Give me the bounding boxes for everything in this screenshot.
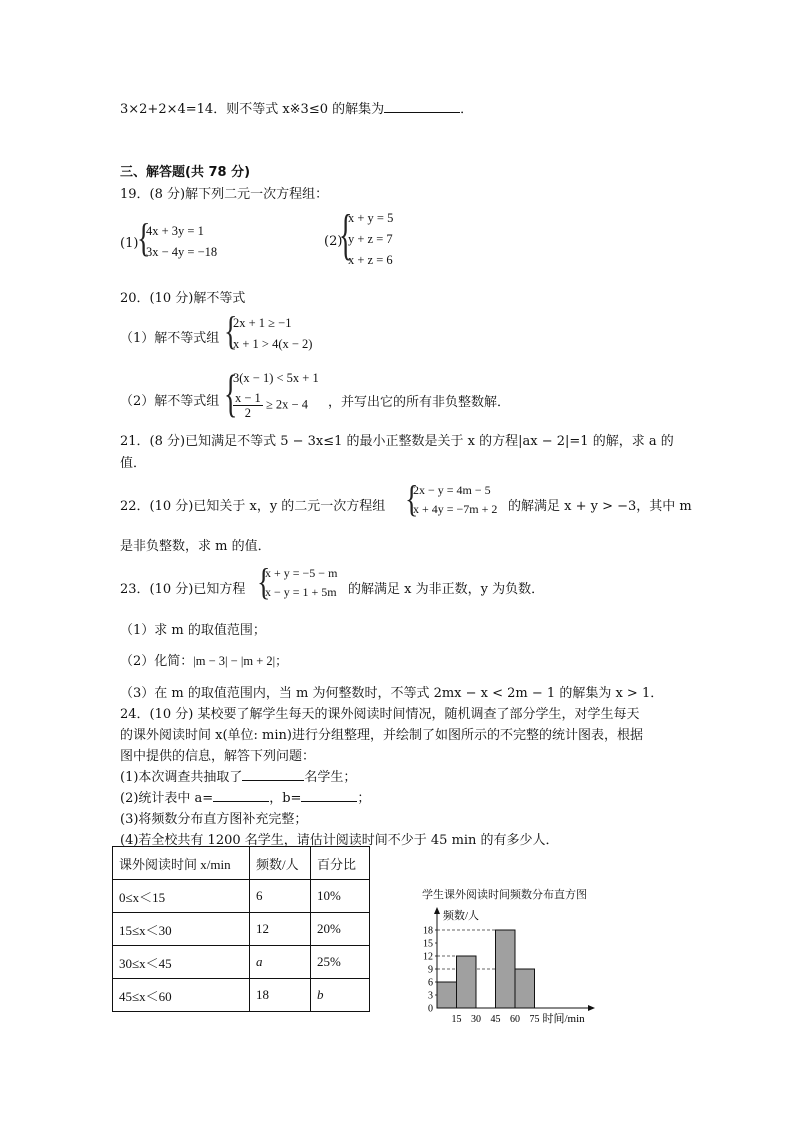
- histogram-bar: [496, 930, 516, 1008]
- q20-p2-system: 3(x − 1) < 5x + 1 $\frac{x - 1}{2}$ ≥ 2x − 4: [233, 371, 319, 420]
- x-tick-label: 15: [451, 1014, 462, 1025]
- y-tick-label: 3: [428, 990, 433, 1002]
- table-row: [113, 913, 370, 946]
- section-title: 三、解答题(共 78 分): [120, 165, 251, 180]
- table-header: 频数/人: [250, 847, 311, 880]
- x-axis-arrow-icon: [588, 1005, 595, 1011]
- q24-s3: (3)将频数分布直方图补充完整；: [120, 812, 308, 827]
- brace-icon: {: [224, 309, 238, 354]
- table-cell: b: [311, 979, 370, 1012]
- table-header: 百分比: [311, 847, 370, 880]
- x-axis-label: 时间/min: [542, 1013, 585, 1025]
- answer-blank[interactable]: [213, 789, 269, 802]
- y-tick-label: 15: [423, 938, 433, 950]
- x-tick-label: 30: [471, 1014, 481, 1025]
- brace-icon: {: [137, 216, 151, 261]
- histogram-bar: [457, 956, 477, 1008]
- q24-s2: (2)统计表中 a= ，b= ；: [120, 791, 371, 806]
- brace-icon: {: [257, 562, 271, 604]
- table-cell: 12: [250, 913, 311, 946]
- brace-icon: {: [339, 205, 353, 267]
- table-header: 课外阅读时间 x/min: [113, 847, 250, 880]
- q20-p1-label: （1）解不等式组: [120, 331, 220, 346]
- table-cell: 20%: [311, 913, 370, 946]
- brace-icon: {: [224, 366, 238, 424]
- x-tick-label: 60: [510, 1014, 520, 1025]
- answer-blank[interactable]: [384, 100, 460, 113]
- table-row: [113, 880, 370, 913]
- table-cell: 25%: [311, 946, 370, 979]
- y-tick-label: 12: [423, 951, 433, 963]
- q22-line2: 是非负整数，求 m 的值．: [120, 539, 271, 554]
- q24-line3: 图中提供的信息，解答下列问题：: [120, 749, 316, 764]
- table-cell: 18: [250, 979, 311, 1012]
- histogram: [420, 905, 620, 1030]
- q24-s1: (1)本次调查共抽取了 名学生；: [120, 770, 357, 785]
- q20-p2-label: （2）解不等式组: [120, 394, 220, 409]
- frequency-table: [112, 846, 370, 1012]
- q22-pre: 22．(10 分)已知关于 x，y 的二元一次方程组: [120, 499, 386, 514]
- table-cell: 0≤x＜15: [113, 880, 250, 913]
- q20-p1-system: 2x + 1 ≥ −1 x + 1 > 4(x − 2): [233, 316, 313, 351]
- table-cell: 10%: [311, 880, 370, 913]
- y-tick-label: 9: [428, 964, 433, 976]
- y-tick-label: 0: [428, 1003, 433, 1015]
- table-header-row: [113, 847, 370, 880]
- histogram-bar: [437, 982, 457, 1008]
- fraction: $\frac{x - 1}{2}$: [235, 391, 261, 420]
- answer-blank[interactable]: [301, 789, 357, 802]
- x-tick-label: 75: [529, 1014, 540, 1025]
- q23-post: 的解满足 x 为非正数，y 为负数．: [348, 582, 545, 597]
- table-cell: 45≤x＜60: [113, 979, 250, 1012]
- q24-s4: (4)若全校共有 1200 名学生，请估计阅读时间不少于 45 min 的有多少人．: [120, 833, 559, 848]
- line-top-text: 3×2+2×4=14．则不等式 x※3≤0 的解集为: [120, 102, 385, 117]
- q22-system: 2x − y = 4m − 5 x + 4y = −7m + 2: [413, 483, 498, 516]
- q20-p2-tail: ，并写出它的所有非负整数解．: [328, 395, 511, 410]
- q23-pre: 23．(10 分)已知方程: [120, 582, 246, 597]
- table-cell: 30≤x＜45: [113, 946, 250, 979]
- q20-stem: 20．(10 分)解不等式: [120, 291, 246, 306]
- q19-p2-label: (2): [324, 234, 343, 249]
- q19-p1-label: (1): [120, 236, 139, 251]
- answer-blank[interactable]: [242, 768, 304, 781]
- q24-line2: 的课外阅读时间 x(单位: min)进行分组整理，并绘制了如图所示的不完整的统计图表，根据: [120, 728, 643, 743]
- chart-title: 学生课外阅读时间频数分布直方图: [422, 888, 587, 901]
- q21-line2: 值．: [120, 456, 147, 471]
- q23-system: x + y = −5 − m x − y = 1 + 5m: [265, 566, 338, 599]
- line-top: 3×2+2×4=14．则不等式 x※3≤0 的解集为 ．: [120, 102, 474, 117]
- table-row: [113, 946, 370, 979]
- x-tick-label: 45: [490, 1014, 501, 1025]
- y-tick-label: 6: [428, 977, 433, 989]
- y-tick-label: 18: [423, 925, 433, 937]
- q24-line1: 24．(10 分) 某校要了解学生每天的课外阅读时间情况，随机调查了部分学生，对学生每天: [120, 707, 640, 722]
- y-axis-arrow-icon: [434, 907, 440, 914]
- brace-icon: {: [405, 479, 419, 521]
- table-cell: 6: [250, 880, 311, 913]
- q19-p1-system: 4x + 3y = 1 3x − 4y = −18: [146, 224, 218, 259]
- histogram-bar: [515, 969, 535, 1008]
- table-cell: a: [250, 946, 311, 979]
- q19-stem: 19．(8 分)解下列二元一次方程组：: [120, 187, 329, 202]
- y-axis-label: 频数/人: [443, 910, 480, 922]
- q23-p2: （2）化简：|m − 3| − |m + 2|；: [120, 654, 288, 669]
- q19-p2-system: x + y = 5 y + z = 7 x + z = 6: [348, 211, 394, 267]
- table-cell: 15≤x＜30: [113, 913, 250, 946]
- q21-line1: 21．(8 分)已知满足不等式 5 − 3x≤1 的最小正整数是关于 x 的方程|ax − 2|=1 的解，求 a 的: [120, 434, 674, 449]
- q23-p3: （3）在 m 的取值范围内，当 m 为何整数时，不等式 2mx − x < 2m − 1 的解集为 x > 1．: [120, 686, 664, 701]
- q22-post: 的解满足 x + y > −3，其中 m: [508, 499, 692, 514]
- table-row: [113, 979, 370, 1012]
- q23-p1: （1）求 m 的取值范围；: [120, 623, 266, 638]
